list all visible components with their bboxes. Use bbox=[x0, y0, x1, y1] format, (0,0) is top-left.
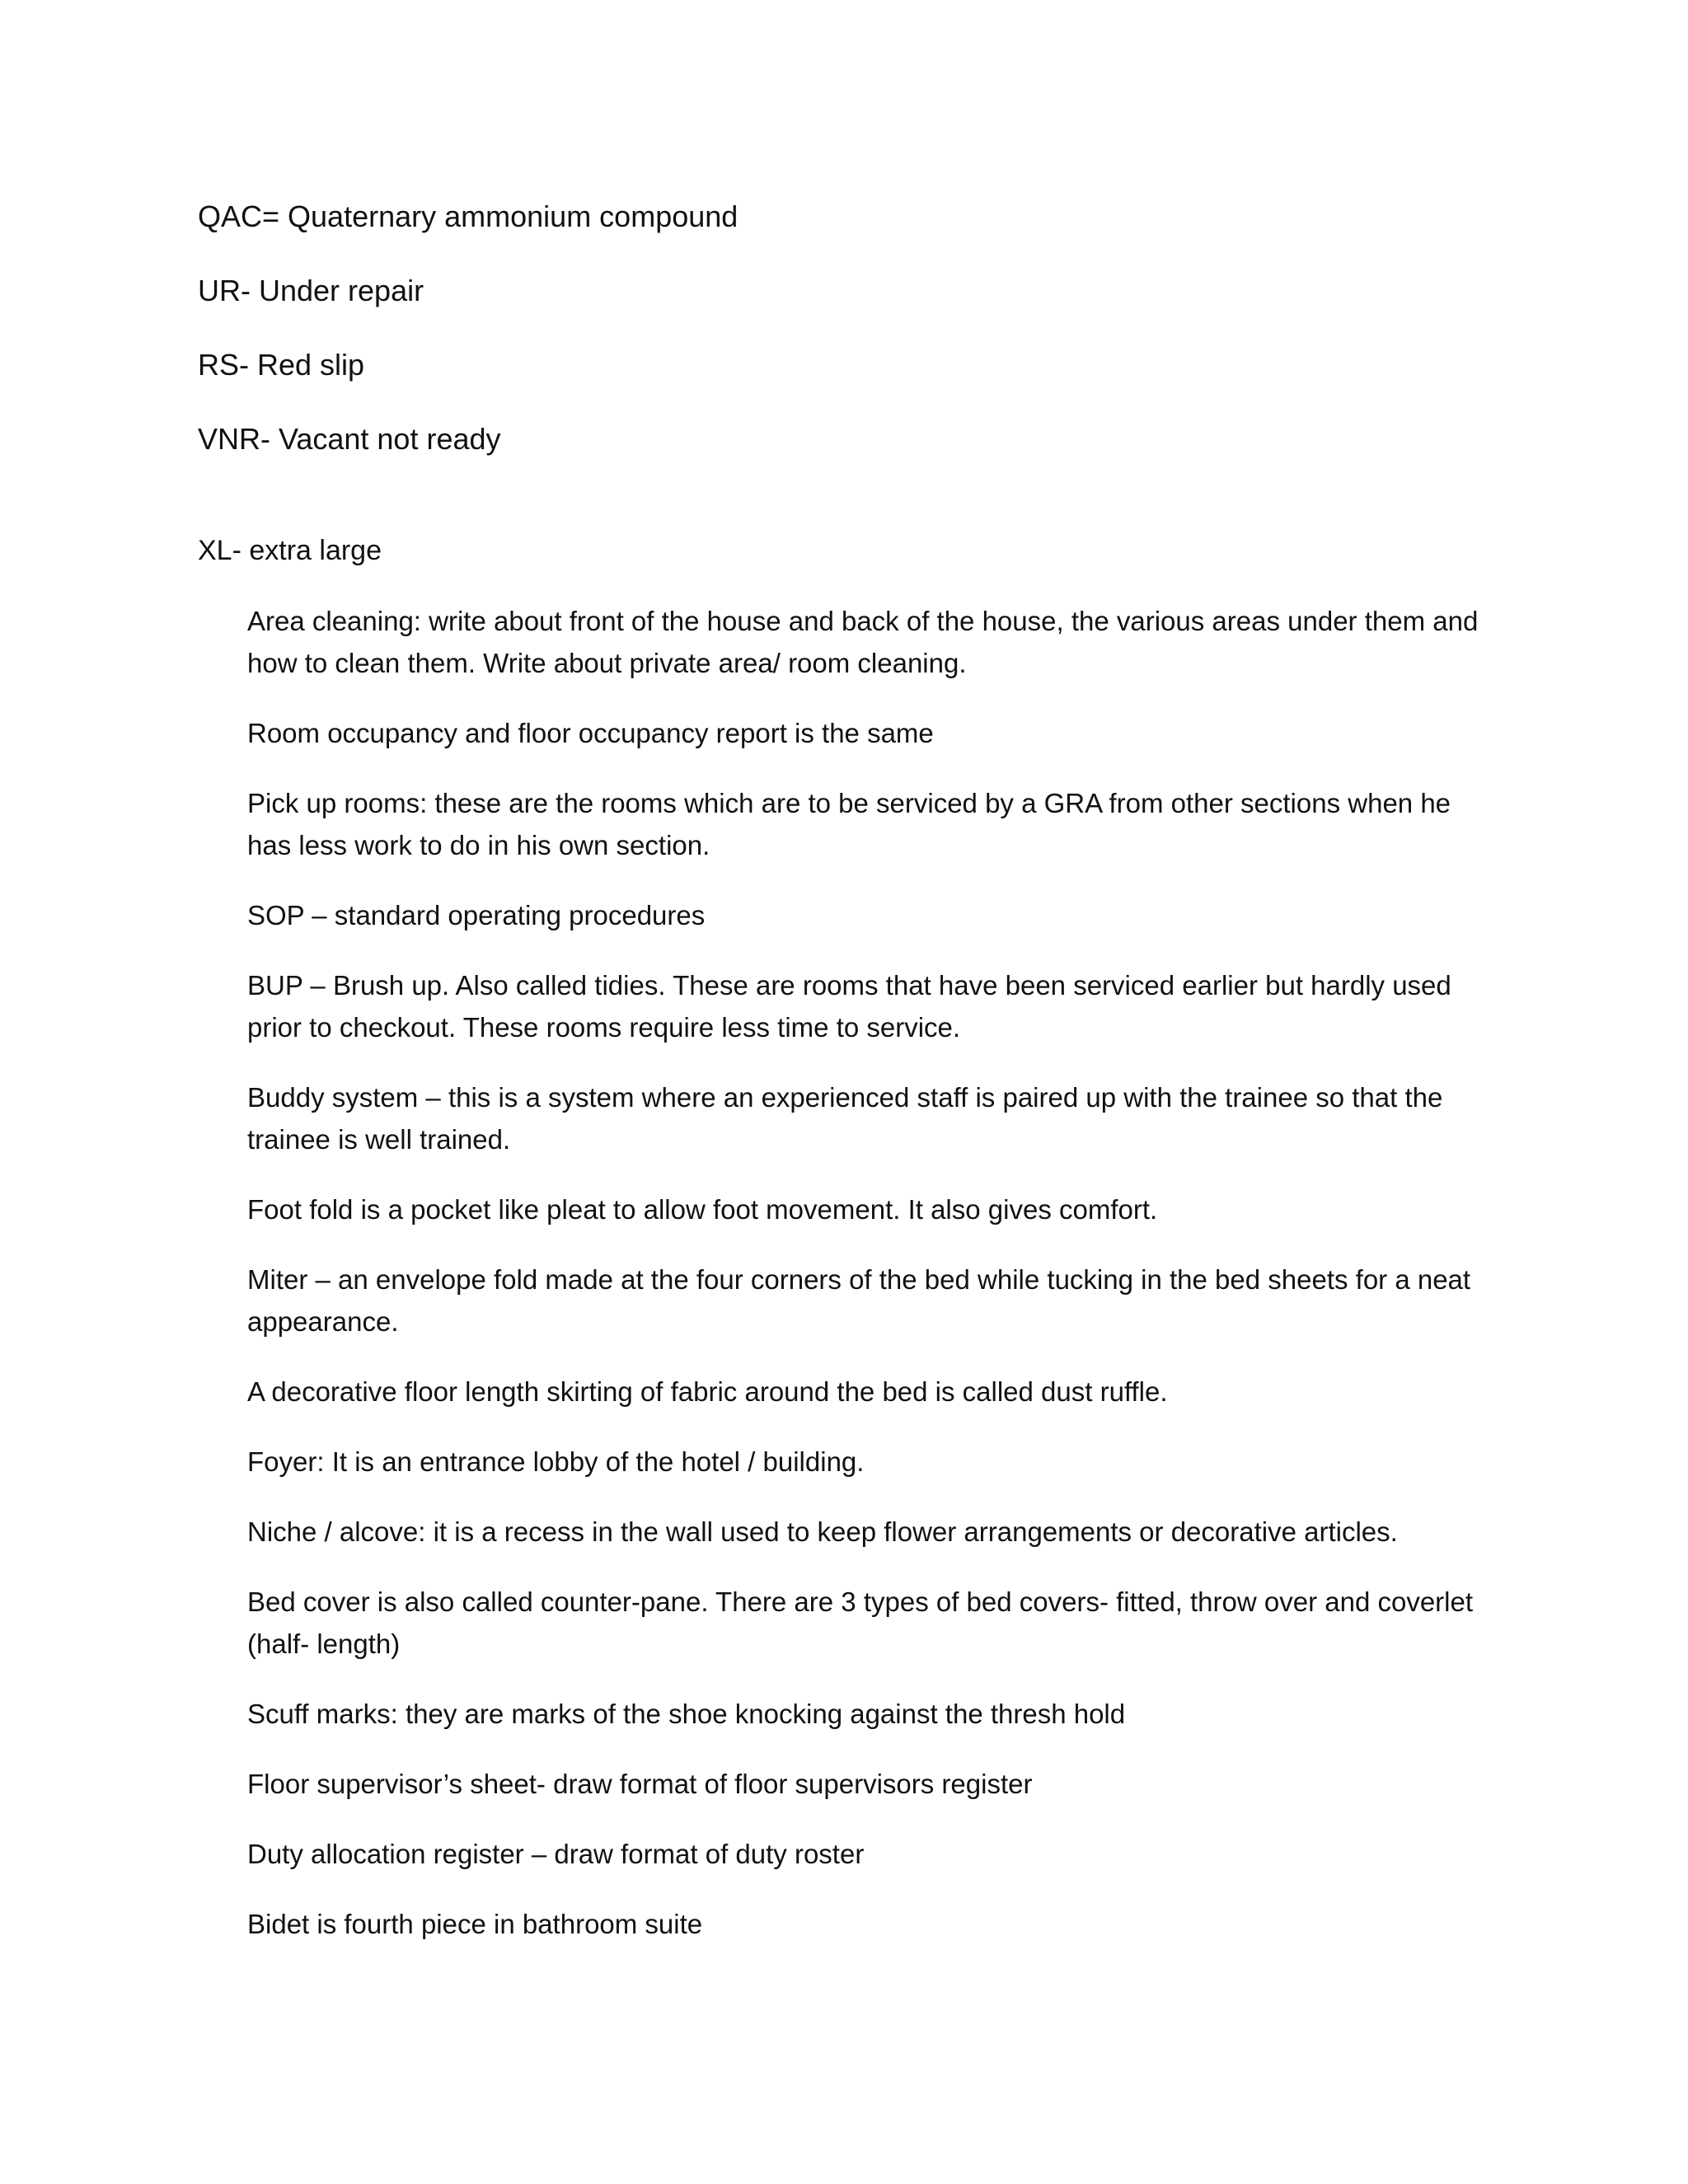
abbreviation-xl: XL- extra large bbox=[198, 535, 382, 566]
abbreviation-qac: QAC= Quaternary ammonium compound bbox=[198, 199, 738, 233]
abbreviation-rs: RS- Red slip bbox=[198, 348, 365, 382]
note-bed-cover: Bed cover is also called counter-pane. There are 3 types of bed covers- fitted, throw over and coverlet (half- length) bbox=[247, 1586, 1474, 1659]
note-scuff-marks: Scuff marks: they are marks of the shoe knocking against the thresh hold bbox=[247, 1699, 1126, 1729]
note-buddy-system: Buddy system – this is a system where an experienced staff is paired up with the trainee so that the trainee is well trained. bbox=[247, 1082, 1443, 1155]
note-foot-fold: Foot fold is a pocket like pleat to allow foot movement. It also gives comfort. bbox=[247, 1194, 1158, 1225]
note-bidet: Bidet is fourth piece in bathroom suite bbox=[247, 1909, 703, 1939]
note-bup: BUP – Brush up. Also called tidies. These are rooms that have been serviced earlier but hardly used prior to checkout. These rooms require less time to service. bbox=[247, 970, 1451, 1043]
note-floor-supervisor-sheet: Floor supervisor’s sheet- draw format of floor supervisors register bbox=[247, 1769, 1033, 1799]
note-pick-up-rooms: Pick up rooms: these are the rooms which are to be serviced by a GRA from other sections when he has less work to do in his own section. bbox=[247, 788, 1451, 860]
note-foyer: Foyer: It is an entrance lobby of the hotel / building. bbox=[247, 1446, 865, 1477]
note-miter: Miter – an envelope fold made at the four corners of the bed while tucking in the bed sheets for a neat appearance. bbox=[247, 1264, 1471, 1337]
abbreviation-list bbox=[198, 196, 1517, 493]
note-niche-alcove: Niche / alcove: it is a recess in the wall used to keep flower arrangements or decorative articles. bbox=[247, 1516, 1398, 1547]
note-room-occupancy: Room occupancy and floor occupancy report is the same bbox=[247, 718, 934, 748]
note-dust-ruffle: A decorative floor length skirting of fabric around the bed is called dust ruffle. bbox=[247, 1376, 1168, 1407]
note-duty-allocation: Duty allocation register – draw format of duty roster bbox=[247, 1839, 865, 1869]
abbreviation-vnr: VNR- Vacant not ready bbox=[198, 422, 501, 456]
note-sop: SOP – standard operating procedures bbox=[247, 900, 706, 930]
note-area-cleaning: Area cleaning: write about front of the house and back of the house, the various areas under them and how to clean them. Write about private area/ room cleaning. bbox=[247, 606, 1479, 678]
abbreviation-ur: UR- Under repair bbox=[198, 274, 424, 307]
notes-list bbox=[247, 600, 1484, 1973]
